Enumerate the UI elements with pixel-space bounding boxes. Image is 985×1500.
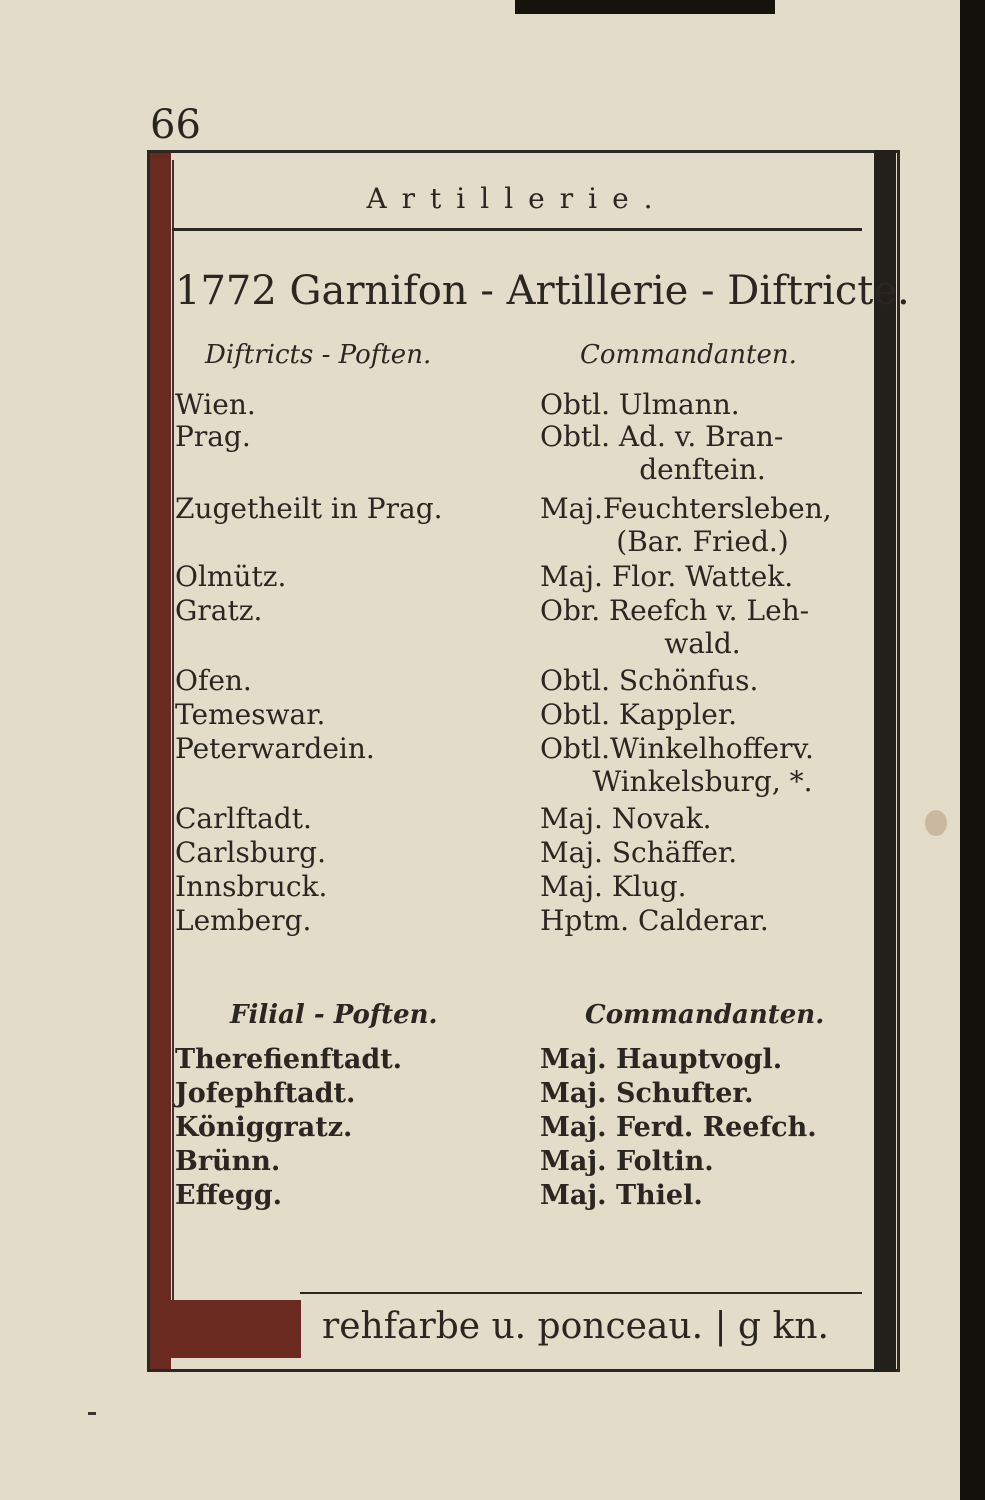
scan-edge-top [515, 0, 775, 14]
table-row [175, 1180, 865, 1213]
post-name: Olmütz. [175, 560, 287, 593]
table-row [175, 1112, 865, 1145]
commander-name: Obtl. Ulmann. [540, 388, 740, 421]
uniform-colors-text: rehfarbe u. ponceau. | g kn. [322, 1306, 829, 1347]
filial-commanders-column-heading: Commandanten. [585, 1000, 825, 1030]
filial-column-heading: Filial - Poften. [230, 1000, 438, 1030]
frame-right-border [874, 150, 896, 1372]
post-name: Therefienftadt. [175, 1044, 403, 1075]
footer-rule [300, 1292, 862, 1294]
section-header: Artillerie. [366, 182, 668, 215]
table-row [175, 1044, 865, 1077]
post-name: Wien. [175, 388, 256, 421]
commander-name-continuation: (Bar. Fried.) [616, 525, 789, 558]
commander-name: Maj. Ferd. Reefch. [540, 1112, 817, 1143]
post-name: Gratz. [175, 594, 263, 627]
table-row [175, 594, 865, 660]
table-row [175, 1146, 865, 1179]
table-row [175, 904, 865, 937]
commander-name: Obtl. Schönfus. [540, 664, 759, 697]
post-name: Temeswar. [175, 698, 326, 731]
commander-name: Maj. Schäffer. [540, 836, 738, 869]
commander-name: Maj. Schufter. [540, 1078, 754, 1109]
uniform-color-swatch [171, 1300, 301, 1358]
post-name: Innsbruck. [175, 870, 328, 903]
commander-name-continuation: denftein. [639, 453, 766, 486]
page-title: 1772 Garnifon - Artillerie - Diftricte. [175, 268, 910, 314]
table-row [175, 732, 865, 798]
commander-name: Maj.Feuchtersleben, [540, 492, 832, 525]
commander-name: Maj. Flor. Wattek. [540, 560, 794, 593]
table-row [175, 664, 865, 697]
commander-name: Maj. Thiel. [540, 1180, 703, 1211]
commander-name: Obtl. Ad. v. Bran- [540, 420, 784, 453]
post-name: Königgratz. [175, 1112, 353, 1143]
post-name: Carlftadt. [175, 802, 312, 835]
commander-name: Maj. Novak. [540, 802, 712, 835]
frame-inner-line [172, 160, 174, 1350]
table-row [175, 870, 865, 903]
post-name: Zugetheilt in Prag. [175, 492, 443, 525]
post-name: Carlsburg. [175, 836, 326, 869]
commanders-column-heading: Commandanten. [580, 340, 797, 370]
paper-speck [88, 1412, 96, 1415]
table-row [175, 698, 865, 731]
table-row [175, 388, 865, 421]
commander-name: Hptm. Calderar. [540, 904, 769, 937]
post-name: Prag. [175, 420, 251, 453]
commander-name: Maj. Hauptvogl. [540, 1044, 783, 1075]
districts-column-heading: Diftricts - Poften. [205, 340, 432, 370]
commander-name: Obtl.Winkelhofferv. [540, 732, 814, 765]
commander-name: Obtl. Kappler. [540, 698, 738, 731]
post-name: Brünn. [175, 1146, 281, 1177]
post-name: Jofephftadt. [175, 1078, 356, 1109]
table-row [175, 836, 865, 869]
table-row [175, 802, 865, 835]
commander-name-continuation: Winkelsburg, *. [592, 765, 813, 798]
commander-name: Obr. Reefch v. Leh- [540, 594, 810, 627]
table-row [175, 492, 865, 558]
scan-edge-right [960, 0, 985, 1500]
post-name: Peterwardein. [175, 732, 375, 765]
paper-stain [925, 810, 947, 836]
post-name: Ofen. [175, 664, 252, 697]
page-number: 66 [150, 102, 201, 148]
table-row [175, 560, 865, 593]
table-row [175, 1078, 865, 1111]
header-rule [172, 228, 862, 231]
table-row [175, 420, 865, 486]
post-name: Effegg. [175, 1180, 283, 1211]
commander-name: Maj. Foltin. [540, 1146, 714, 1177]
commander-name: Maj. Klug. [540, 870, 687, 903]
commander-name-continuation: wald. [664, 627, 741, 660]
post-name: Lemberg. [175, 904, 312, 937]
